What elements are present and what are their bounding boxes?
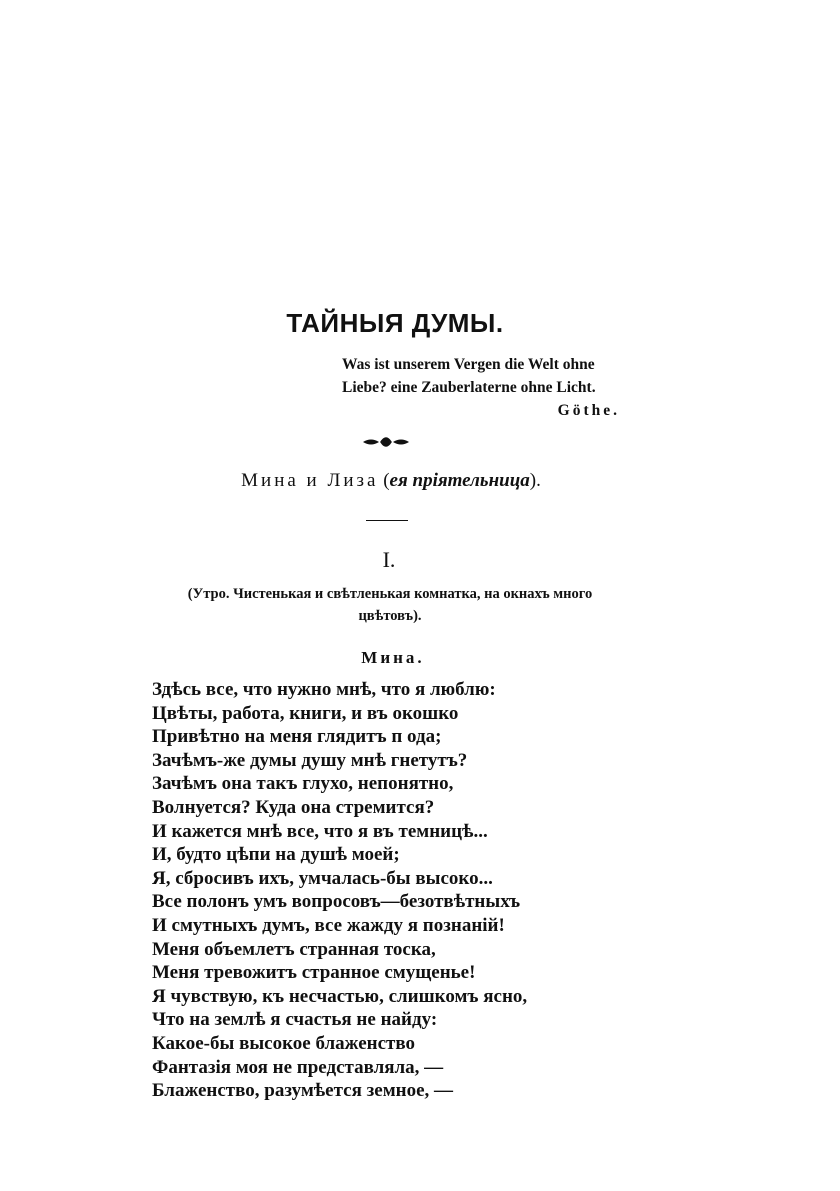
stage-direction-line: цвѣтовъ).: [358, 608, 422, 624]
character-note: ея пріятельница: [389, 470, 530, 491]
speaker-name: Мина.: [361, 648, 425, 667]
verse-line: Цвѣты, работа, книги, и въ окошко: [152, 702, 459, 724]
verse-line: Все полонъ умъ вопросовъ—безотвѣтныхъ: [152, 891, 521, 913]
stage-direction: [120, 583, 660, 627]
verse-line: И, будто цѣпи на душѣ моей;: [152, 844, 400, 866]
verse-line: Меня тревожитъ странное смущенье!: [152, 962, 476, 984]
stage-direction-line: (Утро. Чистенькая и свѣтленькая комнатка, на окнахъ много: [187, 586, 593, 602]
verse-line: Что на землѣ я счастья не найду:: [152, 1009, 438, 1031]
verse-line: Зачѣмъ-же думы душу мнѣ гнетутъ?: [152, 749, 468, 771]
verse-line: Зачѣмъ она такъ глухо, непонятно,: [152, 773, 454, 795]
epigraph-author: Göthe.: [557, 402, 620, 419]
verse-line: Я, сбросивъ ихъ, умчалась-бы высоко...: [152, 867, 493, 889]
verse-line: Фантазія моя не представляла, —: [152, 1056, 444, 1078]
character-names: Мина и Лиза: [241, 470, 379, 491]
verse-line: Какое-бы высокое блаженство: [152, 1032, 415, 1054]
verse-block: [152, 678, 632, 1103]
paren: (: [378, 470, 390, 491]
epigraph: [342, 353, 702, 422]
verse-line: Привѣтно на меня глядитъ п ода;: [152, 726, 442, 748]
verse-line: Меня объемлетъ странная тоска,: [152, 938, 436, 960]
dramatis-personae: [0, 470, 782, 492]
scene-number: I.: [382, 547, 396, 572]
verse-line: Здѣсь все, что нужно мнѣ, что я люблю:: [152, 679, 496, 700]
epigraph-line: Was ist unserem Vergen die Welt ohne: [342, 356, 595, 373]
poem-title: ТАЙНЫЯ ДУМЫ.: [286, 308, 504, 338]
ornament-divider-icon: [361, 434, 411, 450]
verse-line: Я чувствую, къ несчастью, слишкомъ ясно,: [152, 985, 528, 1007]
paren: ).: [529, 470, 541, 491]
verse-line: И смутныхъ думъ, все жажду я познаній!: [152, 914, 505, 936]
section-rule: [366, 520, 408, 521]
verse-line: Блаженство, разумѣется земное, —: [152, 1080, 454, 1102]
verse-line: И кажется мнѣ все, что я въ темницѣ...: [152, 820, 488, 842]
verse-line: Волнуется? Куда она стремится?: [152, 796, 435, 818]
epigraph-line: Liebe? eine Zauberlaterne ohne Licht.: [342, 379, 596, 396]
